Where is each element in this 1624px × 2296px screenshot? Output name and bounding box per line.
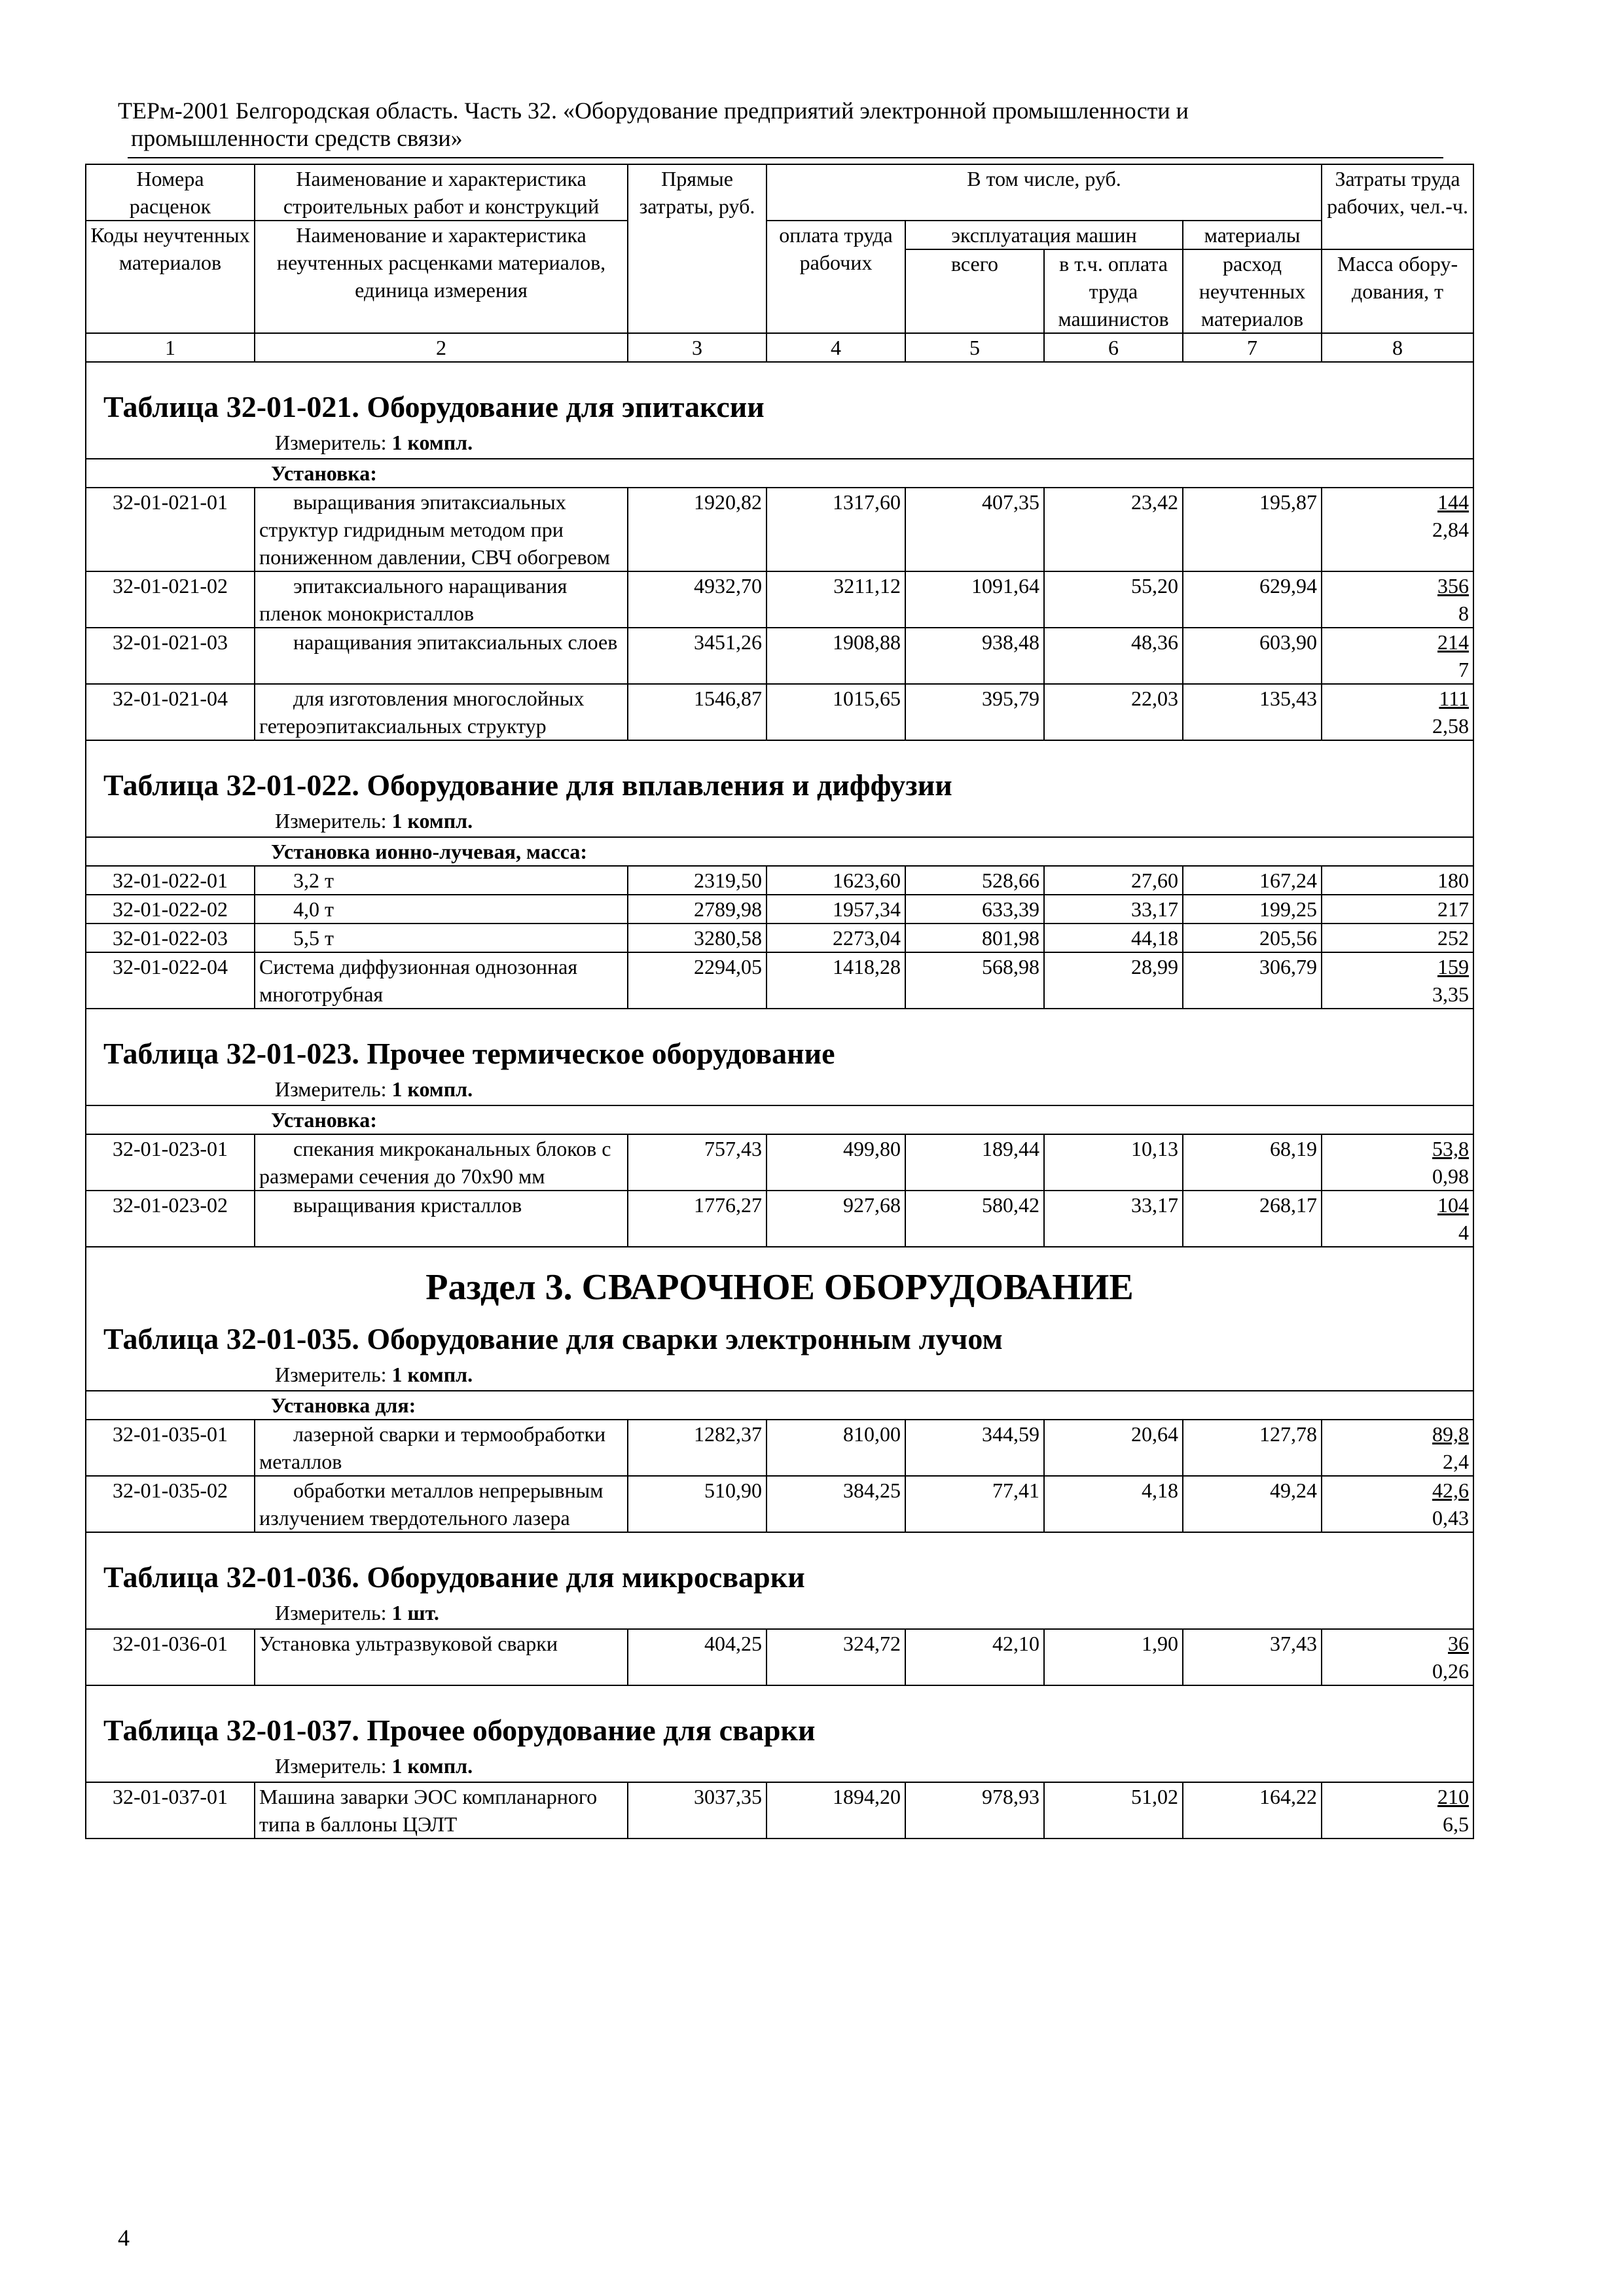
table-title: Таблица 32-01-021. Оборудование для эпитаксии — [103, 390, 765, 423]
col-header-expl: эксплуатация машин — [905, 221, 1183, 249]
table-row: 32-01-021-03 наращивания эпитаксиальных слоев 3451,26 1908,88 938,48 48,36 603,90 214 7 — [86, 628, 1473, 684]
col-header-naim2: Наименование и характеристика неучтенных расценками материалов, единица измерения — [255, 221, 628, 333]
col-header-kody: Коды неучтенных материалов — [86, 221, 255, 333]
col-header-vtom: В том числе, руб. — [767, 164, 1322, 221]
col-header-massa: Масса обору-дования, т — [1322, 249, 1473, 333]
col-header-zatraty: Затраты труда рабочих, чел.-ч. — [1322, 164, 1473, 249]
measure-line: Измеритель: 1 компл. — [275, 431, 473, 454]
section-title: Раздел 3. СВАРОЧНОЕ ОБОРУДОВАНИЕ — [425, 1267, 1134, 1308]
header-rule — [128, 157, 1443, 158]
table-022-heading — [86, 740, 1473, 837]
table-title: Таблица 32-01-022. Оборудование для вплавления и диффузии — [103, 768, 952, 802]
subheading: Установка: — [86, 459, 1473, 488]
table-021-heading — [86, 362, 1473, 459]
table-title: Таблица 32-01-035. Оборудование для сварки электронным лучом — [103, 1322, 1003, 1355]
col-header-naimenovanie: Наименование и характеристика строительных работ и конструкций — [255, 164, 628, 221]
table-035-heading — [86, 1247, 1473, 1391]
table-title: Таблица 32-01-023. Прочее термическое оборудование — [103, 1037, 835, 1070]
measure-line: Измеритель: 1 компл. — [275, 1363, 473, 1386]
table-row: 32-01-036-01 Установка ультразвуковой сварки 404,25 324,72 42,10 1,90 37,43 36 0,26 — [86, 1629, 1473, 1685]
table-title: Таблица 32-01-036. Оборудование для микросварки — [103, 1560, 805, 1594]
table-036-heading — [86, 1532, 1473, 1629]
col-header-materialy: материалы — [1183, 221, 1322, 249]
measure-line: Измеритель: 1 компл. — [275, 809, 473, 833]
col-number-5: 5 — [905, 333, 1044, 362]
table-row: 32-01-023-01 спекания микроканальных блоков с размерами сечения до 70х90 мм 757,43 499,80 189,44 10,13 68,19 53,8 0,98 — [86, 1134, 1473, 1191]
table-title: Таблица 32-01-037. Прочее оборудование для сварки — [103, 1713, 816, 1747]
table-row: 32-01-037-01 Машина заварки ЭОС компланарного типа в баллоны ЦЭЛТ 3037,35 1894,20 978,93 51,02 164,22 210 6,5 — [86, 1782, 1473, 1839]
col-number-7: 7 — [1183, 333, 1322, 362]
subheading: Установка ионно-лучевая, масса: — [86, 837, 1473, 866]
table-037-heading — [86, 1685, 1473, 1782]
table-023-heading — [86, 1009, 1473, 1105]
table-row: 32-01-021-02 эпитаксиального наращивания пленок монокристаллов 4932,70 3211,12 1091,64 55,20 629,94 356 8 — [86, 571, 1473, 628]
measure-line: Измеритель: 1 шт. — [275, 1601, 439, 1624]
measure-line: Измеритель: 1 компл. — [275, 1077, 473, 1101]
subheading: Установка: — [86, 1105, 1473, 1134]
header-line-1: ТЕРм-2001 Белгородская область. Часть 32. «Оборудование предприятий электронной промышленности и — [118, 98, 1189, 124]
col-header-vsego: всего — [905, 249, 1044, 333]
table-row: 32-01-022-03 5,5 т 3280,58 2273,04 801,98 44,18 205,56 252 — [86, 924, 1473, 952]
col-header-nomera: Номера расценок — [86, 164, 255, 221]
measure-line: Измеритель: 1 компл. — [275, 1754, 473, 1778]
table-row: 32-01-023-02 выращивания кристаллов 1776,27 927,68 580,42 33,17 268,17 104 4 — [86, 1191, 1473, 1247]
table-row: 32-01-021-04 для изготовления многослойных гетероэпитаксиальных структур 1546,87 1015,65 395,79 22,03 135,43 111 2,58 — [86, 684, 1473, 740]
col-number-6: 6 — [1044, 333, 1183, 362]
col-header-pryamye: Прямые затраты, руб. — [628, 164, 767, 333]
col-header-vtch: в т.ч. оплата труда машинистов — [1044, 249, 1183, 333]
header-line-2: промышленности средств связи» — [131, 125, 463, 151]
col-number-8: 8 — [1322, 333, 1473, 362]
table-row: 32-01-035-02 обработки металлов непрерывным излучением твердотельного лазера 510,90 384,25 77,41 4,18 49,24 42,6 0,43 — [86, 1476, 1473, 1532]
col-number-2: 2 — [255, 333, 628, 362]
rates-table — [85, 164, 1474, 1839]
table-row: 32-01-021-01 выращивания эпитаксиальных структур гидридным методом при пониженном давлении, СВЧ обогревом 1920,82 1317,60 407,35 23,42 195,87 144 2,84 — [86, 488, 1473, 571]
page-number: 4 — [118, 2225, 130, 2251]
col-number-3: 3 — [628, 333, 767, 362]
table-row: 32-01-035-01 лазерной сварки и термообработки металлов 1282,37 810,00 344,59 20,64 127,78 89,8 2,4 — [86, 1420, 1473, 1476]
col-header-rashod: расход неучтенных материалов — [1183, 249, 1322, 333]
table-row: 32-01-022-02 4,0 т 2789,98 1957,34 633,39 33,17 199,25 217 — [86, 895, 1473, 924]
table-row: 32-01-022-04 Система диффузионная однозонная многотрубная 2294,05 1418,28 568,98 28,99 306,79 159 3,35 — [86, 952, 1473, 1009]
col-header-oplata: оплата труда рабочих — [767, 221, 905, 333]
col-number-4: 4 — [767, 333, 905, 362]
subheading: Установка для: — [86, 1391, 1473, 1420]
table-row: 32-01-022-01 3,2 т 2319,50 1623,60 528,66 27,60 167,24 180 — [86, 866, 1473, 895]
col-number-1: 1 — [86, 333, 255, 362]
page-header — [118, 97, 1453, 152]
